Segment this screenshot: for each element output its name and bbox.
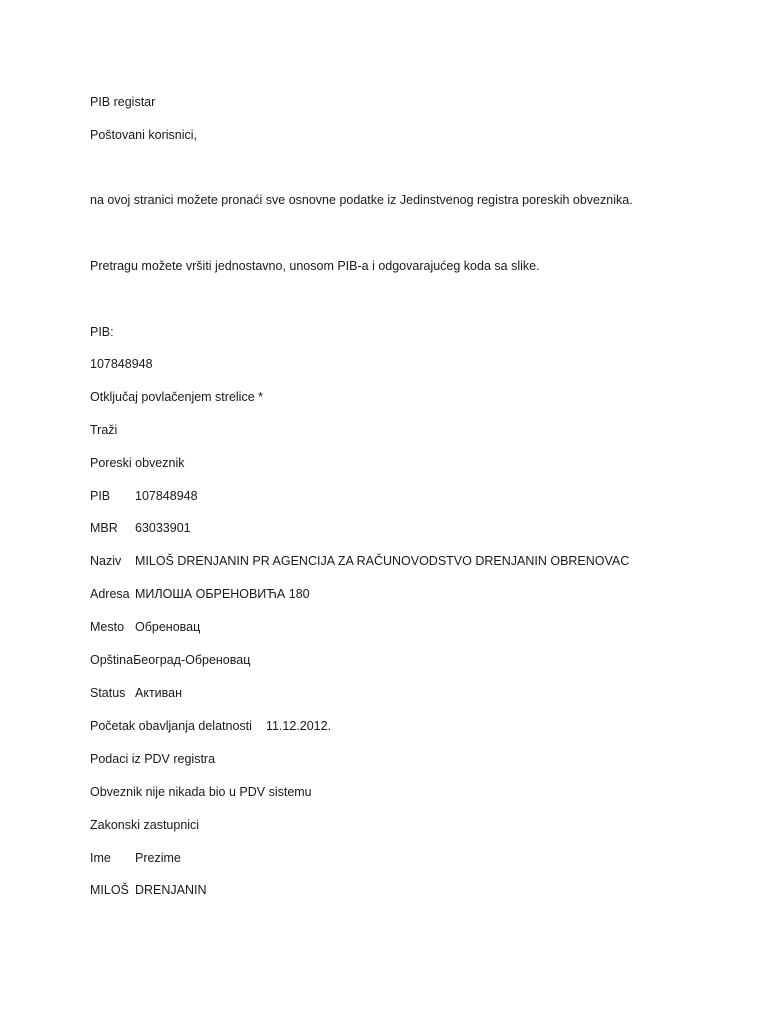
representatives-heading: Zakonski zastupnici [90,818,200,832]
greeting: Poštovani korisnici, [90,128,197,142]
address-value: МИЛОША ОБРЕНОВИЋА 180 [135,587,310,601]
pib-value: 107848948 [135,489,198,503]
first-name-header: Ime [90,851,111,865]
city-label: Mesto [90,620,125,634]
mbr-row [90,520,191,536]
status-label: Status [90,686,126,700]
start-date-value: 11.12.2012. [265,719,332,733]
search-button[interactable]: Traži [90,423,118,437]
pib-row [90,488,198,504]
address-label: Adresa [90,587,130,601]
start-date-row [90,718,331,734]
table-row [90,882,207,898]
name-row [90,553,629,569]
vat-text: Obveznik nije nikada bio u PDV sistemu [90,785,312,799]
intro-text: na ovoj stranici možete pronaći sve osnovne podatke iz Jedinstvenog registra poreskih obveznika. [90,193,633,207]
mbr-value: 63033901 [135,521,191,535]
vat-heading: Podaci iz PDV registra [90,752,216,766]
address-row [90,586,310,602]
representatives-header-row [90,850,181,866]
representative-first-name: MILOŠ [90,883,129,897]
name-label: Naziv [90,554,122,568]
taxpayer-heading: Poreski obveznik [90,456,185,470]
instructions-text: Pretragu možete vršiti jednostavno, unosom PIB-a i odgovarajućeg koda sa slike. [90,259,540,273]
name-value: MILOŠ DRENJANIN PR AGENCIJA ZA RAČUNOVODSTVO DRENJANIN OBRENOVAC [135,554,630,568]
municipality-label: Opština [90,653,134,667]
status-value: Активан [135,686,183,700]
status-row [90,685,182,701]
pib-search-input[interactable]: 107848948 [90,357,153,371]
municipality-row [90,652,250,668]
pib-search-label: PIB: [90,325,114,339]
last-name-header: Prezime [135,851,181,865]
page-title: PIB registar [90,95,156,109]
unlock-slider[interactable]: Otključaj povlačenjem strelice * [90,390,263,404]
representative-last-name: DRENJANIN [135,883,207,897]
mbr-label: MBR [90,521,118,535]
start-date-label: Početak obavljanja delatnosti [90,719,252,733]
municipality-value: Београд-Обреновац [133,653,251,667]
pib-label: PIB [90,489,111,503]
city-row [90,619,200,635]
city-value: Обреновац [135,620,201,634]
